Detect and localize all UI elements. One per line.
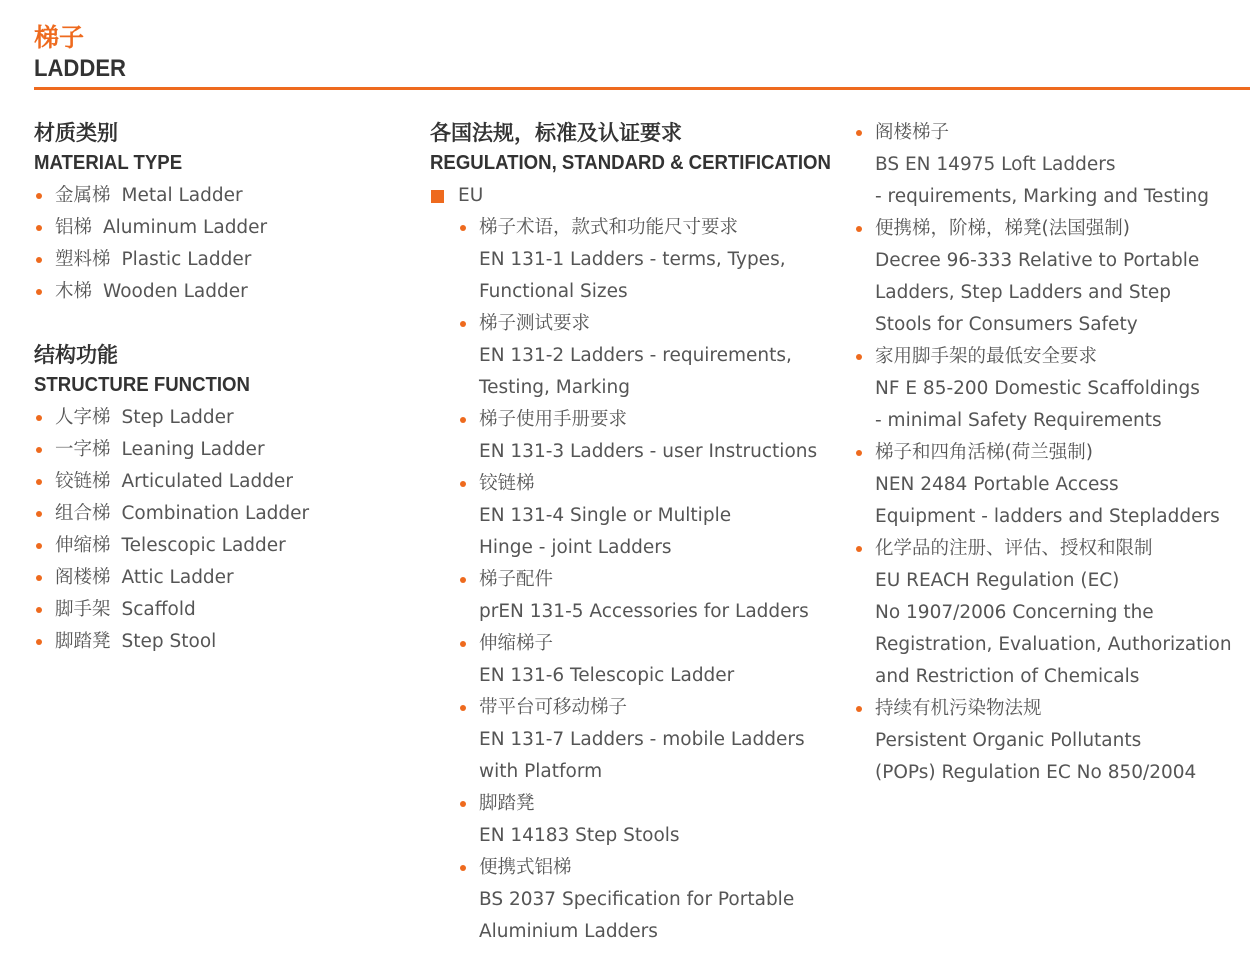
standard-desc-line: EN 131-2 Ladders - requirements,: [479, 345, 792, 366]
region-eu: [430, 180, 840, 212]
item-label-en: Leaning Ladder: [121, 439, 265, 460]
item-label-en: Metal Ladder: [121, 185, 243, 206]
standard-title-cn: 梯子测试要求: [479, 313, 591, 334]
standard-desc-line: Equipment - ladders and Stepladders: [875, 506, 1220, 527]
column-right: [854, 117, 1244, 789]
bullet-dot-icon: [460, 417, 466, 423]
bullet-dot-icon: [36, 479, 42, 485]
header-divider: [34, 87, 1250, 90]
standard-item: [458, 788, 840, 852]
standard-item: [458, 468, 840, 564]
standard-desc-line: prEN 131-5 Accessories for Ladders: [479, 601, 809, 622]
standard-desc-line: EN 131-1 Ladders - terms, Types,: [479, 249, 786, 270]
list-item: [34, 434, 414, 466]
standard-desc-line: No 1907/2006 Concerning the: [875, 602, 1154, 623]
standard-title-cn: 梯子使用手册要求: [479, 409, 628, 430]
standard-desc-line: EN 14183 Step Stools: [479, 825, 680, 846]
standard-desc-line: EN 131-7 Ladders - mobile Ladders: [479, 729, 805, 750]
standard-title-cn: 阁楼梯子: [875, 122, 950, 143]
bullet-dot-icon: [460, 801, 466, 807]
list-item: [34, 562, 414, 594]
standard-desc-line: - requirements, Marking and Testing: [875, 186, 1209, 207]
item-label-cn: 阁楼梯: [55, 567, 111, 588]
standard-desc-line: Testing, Marking: [479, 377, 631, 398]
bullet-dot-icon: [36, 511, 42, 517]
standard-title-cn: 脚踏凳: [479, 793, 535, 814]
bullet-dot-icon: [856, 354, 862, 360]
item-label-cn: 金属梯: [55, 185, 111, 206]
item-label-en: Wooden Ladder: [103, 281, 248, 302]
item-label-en: Step Stool: [121, 631, 217, 652]
standard-desc-line: EN 131-6 Telescopic Ladder: [479, 665, 735, 686]
standard-item: [854, 117, 1244, 213]
standard-title-cn: 化学品的注册、评估、授权和限制: [875, 538, 1153, 559]
standard-desc-line: Hinge - joint Ladders: [479, 537, 672, 558]
standard-title-cn: 伸缩梯子: [479, 633, 554, 654]
bullet-dot-icon: [36, 639, 42, 645]
bullet-dot-icon: [460, 865, 466, 871]
standard-item: [458, 404, 840, 468]
list-item: [34, 498, 414, 530]
bullet-dot-icon: [460, 481, 466, 487]
material-list: [34, 180, 414, 308]
structure-section: [34, 340, 414, 658]
standard-item: [458, 852, 840, 948]
item-label-en: Combination Ladder: [121, 503, 310, 524]
list-item: [34, 276, 414, 308]
bullet-dot-icon: [856, 706, 862, 712]
bullet-dot-icon: [460, 641, 466, 647]
standard-item: [458, 212, 840, 308]
standard-item: [458, 564, 840, 628]
standard-item: [854, 213, 1244, 341]
material-section: [34, 118, 414, 308]
item-label-en: Step Ladder: [121, 407, 234, 428]
standard-title-cn: 持续有机污染物法规: [875, 698, 1042, 719]
bullet-dot-icon: [856, 226, 862, 232]
list-item: [34, 212, 414, 244]
standard-item: [854, 693, 1244, 789]
standard-desc-line: and Restriction of Chemicals: [875, 666, 1140, 687]
list-item: [34, 402, 414, 434]
standard-item: [854, 533, 1244, 693]
standard-desc-line: Persistent Organic Pollutants: [875, 730, 1142, 751]
list-item: [34, 466, 414, 498]
standard-title-cn: 铰链梯: [479, 473, 535, 494]
column-middle: [430, 118, 840, 948]
standard-desc-line: with Platform: [479, 761, 603, 782]
bullet-dot-icon: [460, 321, 466, 327]
item-label-cn: 人字梯: [55, 407, 111, 428]
regulation-title-en: REGULATION, STANDARD & CERTIFICATION: [430, 152, 831, 174]
standard-item: [458, 692, 840, 788]
item-label-cn: 一字梯: [55, 439, 111, 460]
standard-desc-line: EN 131-4 Single or Multiple: [479, 505, 732, 526]
standard-desc-line: EN 131-3 Ladders - user Instructions: [479, 441, 818, 462]
standard-title-cn: 便携梯，阶梯，梯凳(法国强制): [875, 218, 1130, 239]
standard-desc-line: (POPs) Regulation EC No 850/2004: [875, 762, 1197, 783]
item-label-en: Aluminum Ladder: [103, 217, 268, 238]
bullet-dot-icon: [856, 546, 862, 552]
bullet-dot-icon: [36, 543, 42, 549]
item-label-en: Scaffold: [121, 599, 196, 620]
item-label-en: Telescopic Ladder: [121, 535, 286, 556]
standard-desc-line: Stools for Consumers Safety: [875, 314, 1138, 335]
item-label-en: Articulated Ladder: [121, 471, 293, 492]
standard-desc-line: Aluminium Ladders: [479, 921, 658, 942]
standard-title-cn: 梯子配件: [479, 569, 554, 590]
item-label-cn: 塑料梯: [55, 249, 111, 270]
standard-desc-line: Registration, Evaluation, Authorization: [875, 634, 1232, 655]
item-label-cn: 木梯: [55, 281, 93, 302]
standard-title-cn: 带平台可移动梯子: [479, 697, 628, 718]
bullet-dot-icon: [36, 257, 42, 263]
region-label: EU: [458, 185, 484, 206]
bullet-dot-icon: [856, 450, 862, 456]
standards-list-right: [854, 117, 1244, 789]
standard-desc-line: Decree 96-333 Relative to Portable: [875, 250, 1200, 271]
page-header: [34, 22, 134, 84]
bullet-dot-icon: [36, 607, 42, 613]
standard-desc-line: - minimal Safety Requirements: [875, 410, 1162, 431]
standard-desc-line: Ladders, Step Ladders and Step: [875, 282, 1171, 303]
list-item: [34, 530, 414, 562]
bullet-dot-icon: [460, 225, 466, 231]
bullet-dot-icon: [36, 193, 42, 199]
item-label-en: Plastic Ladder: [121, 249, 252, 270]
standard-item: [458, 628, 840, 692]
standard-item: [854, 437, 1244, 533]
standard-item: [854, 341, 1244, 437]
item-label-cn: 脚手架: [55, 599, 111, 620]
item-label-cn: 伸缩梯: [55, 535, 111, 556]
standard-title-cn: 便携式铝梯: [479, 857, 572, 878]
standards-list-left: [458, 212, 840, 948]
structure-title-en: STRUCTURE FUNCTION: [34, 374, 250, 396]
item-label-cn: 铰链梯: [55, 471, 111, 492]
standard-title-cn: 梯子术语，款式和功能尺寸要求: [479, 217, 739, 238]
standard-title-cn: 梯子和四角活梯(荷兰强制): [875, 442, 1093, 463]
item-label-cn: 铝梯: [55, 217, 93, 238]
square-bullet-icon: [431, 190, 444, 203]
standard-desc-line: NF E 85-200 Domestic Scaffoldings: [875, 378, 1200, 399]
standard-desc-line: EU REACH Regulation (EC): [875, 570, 1120, 591]
list-item: [34, 180, 414, 212]
standard-title-cn: 家用脚手架的最低安全要求: [875, 346, 1098, 367]
item-label-en: Attic Ladder: [121, 567, 234, 588]
bullet-dot-icon: [36, 447, 42, 453]
bullet-dot-icon: [856, 130, 862, 136]
material-title-en: MATERIAL TYPE: [34, 152, 183, 174]
page-title-en: LADDER: [34, 55, 126, 82]
material-title-cn: 材质类别: [34, 121, 118, 145]
standard-desc-line: BS EN 14975 Loft Ladders: [875, 154, 1116, 175]
standard-item: [458, 308, 840, 404]
list-item: [34, 594, 414, 626]
bullet-dot-icon: [36, 225, 42, 231]
bullet-dot-icon: [460, 577, 466, 583]
regulation-title-cn: 各国法规，标准及认证要求: [430, 121, 682, 145]
item-label-cn: 脚踏凳: [55, 631, 111, 652]
bullet-dot-icon: [36, 289, 42, 295]
bullet-dot-icon: [36, 415, 42, 421]
list-item: [34, 626, 414, 658]
column-left: [34, 118, 414, 658]
item-label-cn: 组合梯: [55, 503, 111, 524]
standard-desc-line: BS 2037 Specification for Portable: [479, 889, 795, 910]
list-item: [34, 244, 414, 276]
standard-desc-line: NEN 2484 Portable Access: [875, 474, 1119, 495]
structure-title-cn: 结构功能: [34, 343, 118, 367]
structure-list: [34, 402, 414, 658]
bullet-dot-icon: [36, 575, 42, 581]
page-title-cn: 梯子: [34, 23, 85, 52]
bullet-dot-icon: [460, 705, 466, 711]
standard-desc-line: Functional Sizes: [479, 281, 628, 302]
